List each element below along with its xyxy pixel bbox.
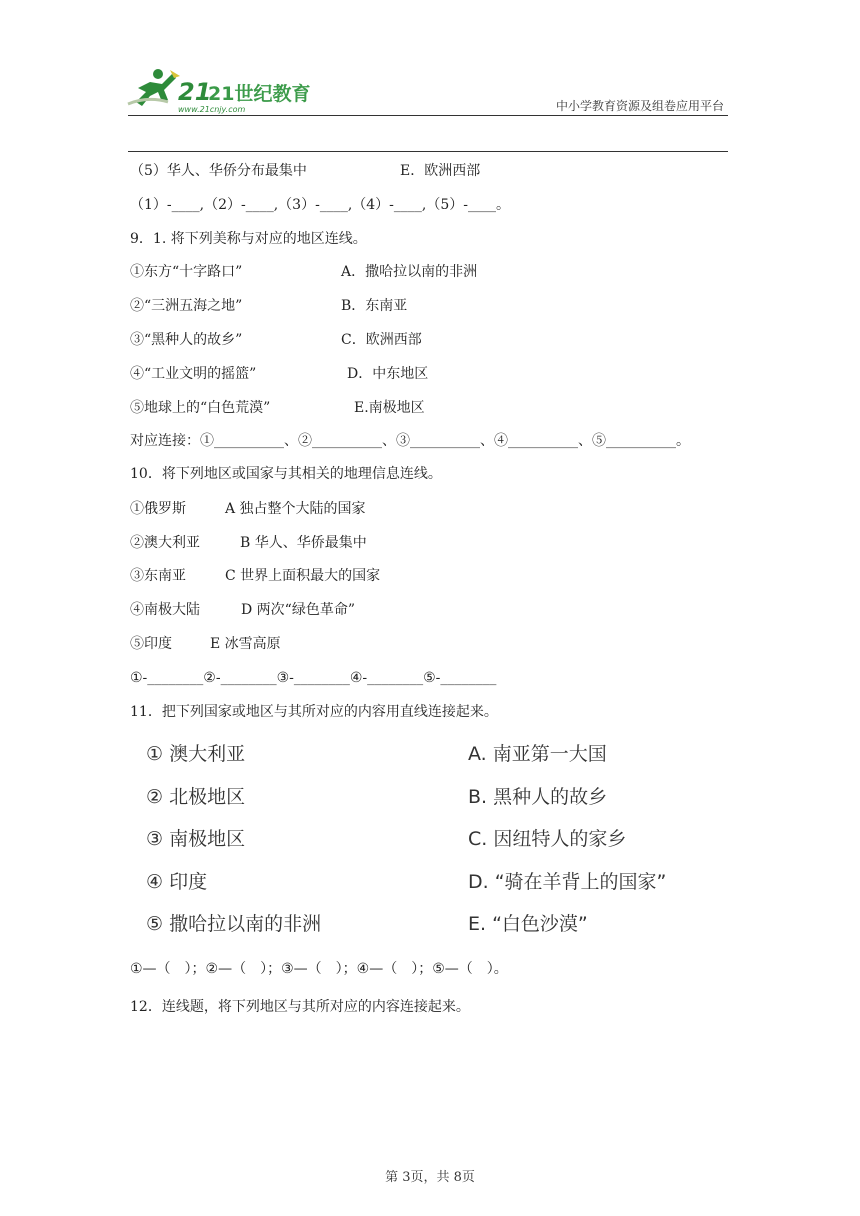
q12-title: 12．连线题，将下列地区与其所对应的内容连接起来。 bbox=[130, 999, 470, 1015]
q10-item-2-left: ②澳大利亚 bbox=[130, 535, 200, 551]
q11-item-3-left: ③ 南极地区 bbox=[146, 828, 246, 850]
q9-item-3 bbox=[130, 331, 422, 349]
q8-row5 bbox=[130, 162, 481, 180]
q9-item-5-left: ⑤地球上的“白色荒漠” bbox=[130, 400, 271, 416]
q11-item-3 bbox=[146, 828, 627, 850]
q11-title: 11．把下列国家或地区与其所对应的内容用直线连接起来。 bbox=[130, 704, 498, 720]
q10-item-2 bbox=[130, 534, 367, 552]
q10-item-3-left: ③东南亚 bbox=[130, 568, 186, 584]
q11-item-1-right: A. 南亚第一大国 bbox=[468, 743, 607, 765]
logo bbox=[128, 66, 311, 114]
q9-item-3-left: ③“黑种人的故乡” bbox=[130, 332, 243, 348]
q9-item-2-left: ②“三洲五海之地” bbox=[130, 298, 243, 314]
q9-item-4-right: D．中东地区 bbox=[347, 366, 429, 382]
q9-item-2-right: B．东南亚 bbox=[341, 298, 408, 314]
q9-item-1-right: A．撒哈拉以南的非洲 bbox=[341, 264, 478, 280]
q9-item-2 bbox=[130, 297, 408, 315]
q11-item-3-right: C. 因纽特人的家乡 bbox=[468, 828, 627, 850]
logo-url: www.21cnjy.com bbox=[178, 105, 246, 114]
q11-answer: ①—（ ）；②—（ ）；③—（ ）；④—（ ）；⑤—（ ）。 bbox=[130, 961, 508, 977]
q11-item-1-left: ① 澳大利亚 bbox=[146, 743, 246, 765]
page-header bbox=[0, 0, 860, 155]
q10-title: 10．将下列地区或国家与其相关的地理信息连线。 bbox=[130, 466, 442, 482]
q9-item-4-left: ④“工业文明的摇篮” bbox=[130, 366, 257, 382]
q9-answer: 对应连接：①__________、②__________、③__________、④__________、⑤__________。 bbox=[130, 433, 690, 449]
q10-item-4-left: ④南极大陆 bbox=[130, 602, 200, 618]
q9-item-1-left: ①东方“十字路口” bbox=[130, 264, 243, 280]
q10-item-5 bbox=[130, 635, 281, 653]
q10-item-1-left: ①俄罗斯 bbox=[130, 501, 186, 517]
q8-answer: （1）-____,（2）-____,（3）-____,（4）-____,（5）-____。 bbox=[130, 197, 510, 213]
q9-item-5-right: E.南极地区 bbox=[354, 400, 425, 416]
q10-item-5-left: ⑤印度 bbox=[130, 636, 172, 652]
q11-item-5 bbox=[146, 913, 588, 935]
q9-title: 9．1. 将下列美称与对应的地区连线。 bbox=[130, 231, 367, 247]
q11-item-4-right: D. “骑在羊背上的国家” bbox=[468, 871, 667, 893]
q10-item-3-right: C 世界上面积最大的国家 bbox=[225, 568, 381, 584]
q9-item-4 bbox=[130, 365, 429, 383]
q11-item-5-right: E. “白色沙漠” bbox=[468, 913, 588, 935]
q11-item-4-left: ④ 印度 bbox=[146, 871, 208, 893]
q10-item-5-right: E 冰雪高原 bbox=[210, 636, 281, 652]
q10-item-3 bbox=[130, 567, 381, 585]
q9-item-3-right: C．欧洲西部 bbox=[341, 332, 422, 348]
header-rule-bottom bbox=[128, 151, 728, 152]
q10-item-2-right: B 华人、华侨最集中 bbox=[240, 535, 367, 551]
q8-row5-right: E．欧洲西部 bbox=[400, 163, 481, 179]
q11-item-4 bbox=[146, 871, 667, 893]
platform-name: 中小学教育资源及组卷应用平台 bbox=[555, 99, 724, 113]
logo-text: 21世纪教育 bbox=[208, 83, 311, 105]
q11-item-5-left: ⑤ 撒哈拉以南的非洲 bbox=[146, 913, 322, 935]
q10-answer: ①-________②-________③-________④-________⑤-________ bbox=[130, 670, 497, 686]
page-number: 第 3页，共 8页 bbox=[385, 1170, 475, 1185]
runner-logo-icon bbox=[128, 66, 311, 114]
q10-item-1-right: A 独占整个大陆的国家 bbox=[225, 501, 366, 517]
q9-item-1 bbox=[130, 263, 478, 281]
q9-item-5 bbox=[130, 399, 425, 417]
q10-item-4-right: D 两次“绿色革命” bbox=[241, 602, 355, 618]
q11-item-2 bbox=[146, 786, 608, 808]
q8-row5-left: （5）华人、华侨分布最集中 bbox=[130, 163, 307, 179]
q11-item-1 bbox=[146, 743, 607, 765]
q11-item-2-left: ② 北极地区 bbox=[146, 786, 246, 808]
header-rule bbox=[128, 115, 728, 116]
q10-item-4 bbox=[130, 601, 355, 619]
q11-item-2-right: B. 黑种人的故乡 bbox=[468, 786, 608, 808]
q10-item-1 bbox=[130, 500, 366, 518]
svg-text:21: 21 bbox=[178, 78, 212, 106]
